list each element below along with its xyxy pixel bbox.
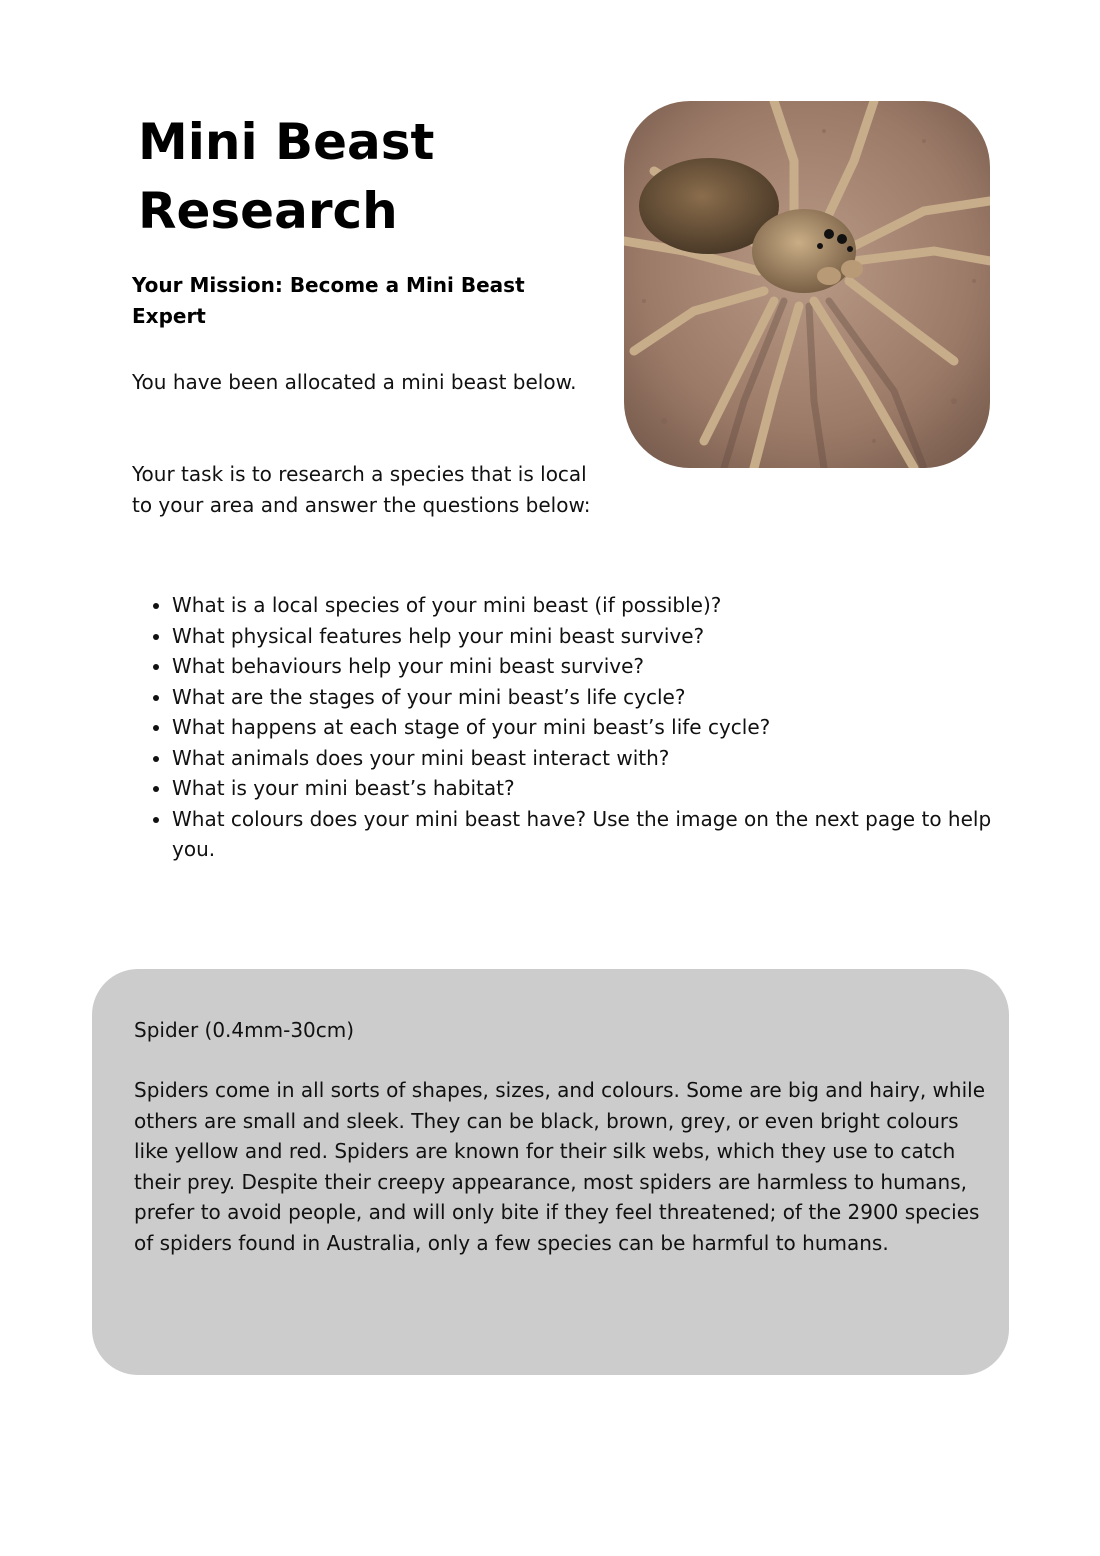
question-item: • What physical features help your mini beast survive? (172, 621, 992, 652)
question-list (132, 590, 992, 865)
question-item: • What colours does your mini beast have? Use the image on the next page to help you. (172, 804, 992, 865)
mini-beast-info-card (92, 969, 1009, 1375)
mini-beast-name: Spider (0.4mm-30cm) (134, 1018, 355, 1042)
question-item: • What are the stages of your mini beast’s life cycle? (172, 682, 992, 713)
question-item: • What animals does your mini beast interact with? (172, 743, 992, 774)
page-title: Mini Beast Research (138, 113, 435, 240)
question-item: • What happens at each stage of your mini beast’s life cycle? (172, 712, 992, 743)
task-text: Your task is to research a species that is local to your area and answer the questions below: (132, 462, 591, 517)
spider-photo (624, 101, 990, 468)
question-item: • What is your mini beast’s habitat? (172, 773, 992, 804)
intro-text: You have been allocated a mini beast below. (132, 370, 577, 394)
question-item: • What is a local species of your mini beast (if possible)? (172, 590, 992, 621)
question-item: • What behaviours help your mini beast survive? (172, 651, 992, 682)
mission-heading: Your Mission: Become a Mini Beast Expert (132, 273, 525, 328)
mini-beast-description: Spiders come in all sorts of shapes, sizes, and colours. Some are big and hairy, while others are small and sleek. They can be black, brown, grey, or even bright colours like yellow and red. Spiders are known for their silk webs, which they use to catch their prey. Despite their creepy appearance, most spiders are harmless to humans, prefer to avoid people, and will only bite if they feel threatened; of the 2900 species of spiders found in Australia, only a few species can be harmful to humans. (134, 1078, 985, 1255)
